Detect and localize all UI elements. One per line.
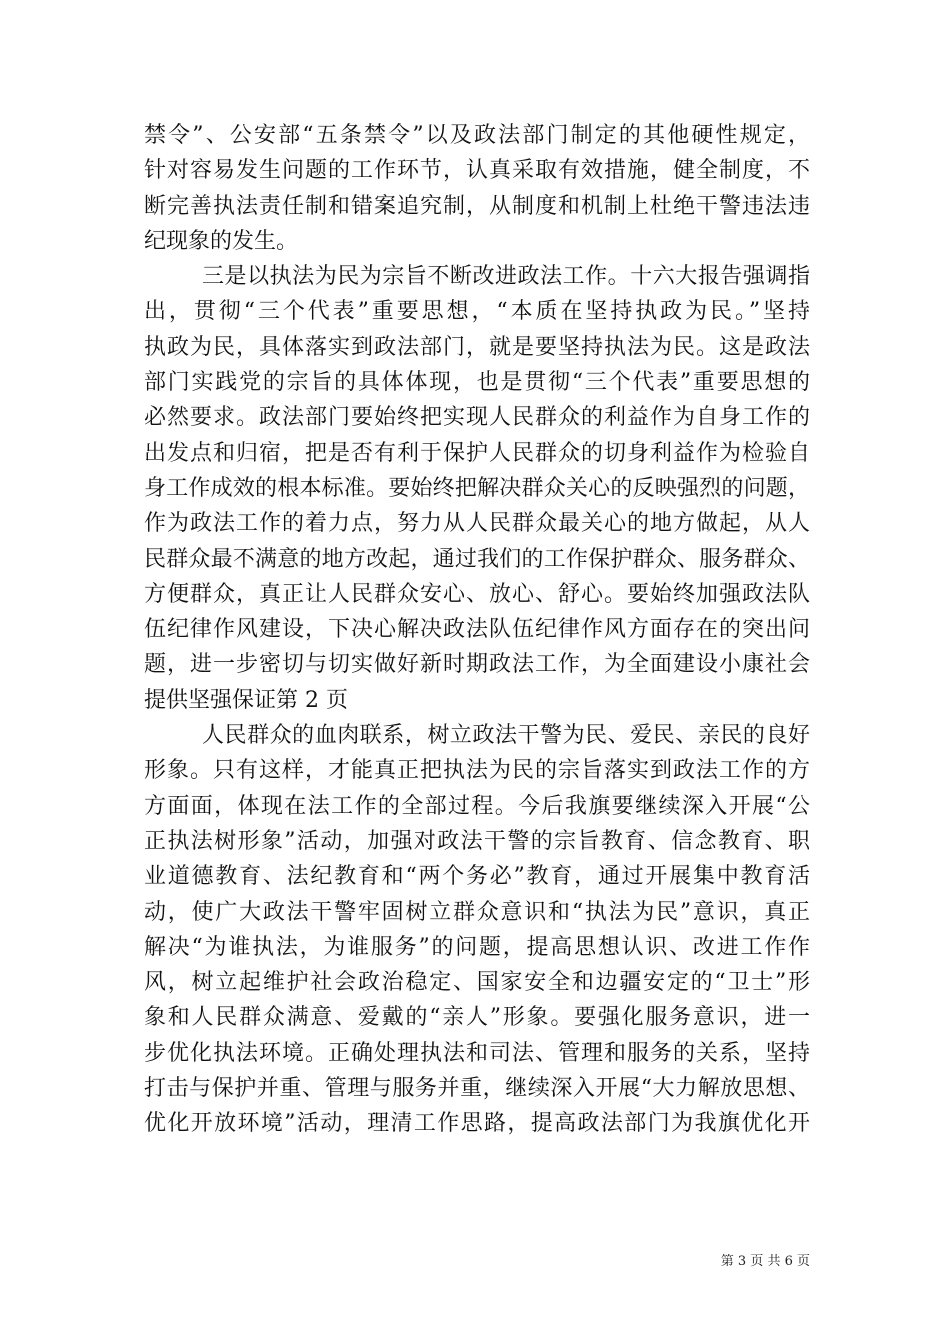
text-line: 正执法树形象”活动，加强对政法干警的宗旨教育、信念教育、职 bbox=[144, 828, 810, 854]
text-line: 方面面，体现在法工作的全部过程。今后我旗要继续深入开展“公 bbox=[144, 793, 810, 819]
text-line: 提供坚强保证第 2 页 bbox=[144, 687, 348, 713]
text-line: 业道德教育、法纪教育和“两个务必”教育，通过开展集中教育活 bbox=[144, 864, 810, 890]
text-line: 出，贯彻“三个代表”重要思想，“本质在坚持执政为民。”坚持 bbox=[144, 299, 810, 325]
text-line: 步优化执法环境。正确处理执法和司法、管理和服务的关系，坚持 bbox=[144, 1040, 810, 1066]
text-line: 打击与保护并重、管理与服务并重，继续深入开展“大力解放思想、 bbox=[144, 1076, 810, 1102]
text-line: 形象。只有这样，才能真正把执法为民的宗旨落实到政法工作的方 bbox=[144, 758, 810, 784]
text-line: 针对容易发生问题的工作环节，认真采取有效措施，健全制度，不 bbox=[144, 158, 810, 184]
text-line: 必然要求。政法部门要始终把实现人民群众的利益作为自身工作的 bbox=[144, 405, 810, 431]
text-line: 执政为民，具体落实到政法部门，就是要坚持执法为民。这是政法 bbox=[144, 334, 810, 360]
text-line: 纪现象的发生。 bbox=[144, 228, 299, 254]
text-line: 人民群众的血肉联系，树立政法干警为民、爱民、亲民的良好 bbox=[202, 723, 810, 749]
text-line: 禁令”、公安部“五条禁令”以及政法部门制定的其他硬性规定， bbox=[144, 123, 810, 148]
paragraph-1 bbox=[144, 118, 810, 259]
text-line: 方便群众，真正让人民群众安心、放心、舒心。要始终加强政法队 bbox=[144, 581, 810, 607]
text-line: 身工作成效的根本标准。要始终把解决群众关心的反映强烈的问题， bbox=[144, 475, 810, 501]
text-line: 部门实践党的宗旨的具体体现，也是贯彻“三个代表”重要思想的 bbox=[144, 370, 810, 396]
text-line: 题，进一步密切与切实做好新时期政法工作，为全面建设小康社会 bbox=[144, 652, 810, 678]
text-line: 三是以执法为民为宗旨不断改进政法工作。十六大报告强调指 bbox=[202, 264, 810, 290]
text-line: 民群众最不满意的地方改起，通过我们的工作保护群众、服务群众、 bbox=[144, 546, 810, 572]
paragraph-3 bbox=[144, 718, 810, 1142]
text-line: 解决“为谁执法，为谁服务”的问题，提高思想认识、改进工作作 bbox=[144, 934, 810, 960]
page-number-footer: 第 3 页 共 6 页 bbox=[720, 1254, 810, 1269]
text-line: 伍纪律作风建设，下决心解决政法队伍纪律作风方面存在的突出问 bbox=[144, 617, 810, 643]
text-line: 风，树立起维护社会政治稳定、国家安全和边疆安定的“卫士”形 bbox=[144, 970, 810, 996]
text-line: 断完善执法责任制和错案追究制，从制度和机制上杜绝干警违法违 bbox=[144, 193, 810, 219]
text-line: 出发点和归宿，把是否有利于保护人民群众的切身利益作为检验自 bbox=[144, 440, 810, 466]
text-line: 象和人民群众满意、爱戴的“亲人”形象。要强化服务意识，进一 bbox=[144, 1005, 810, 1031]
text-line: 优化开放环境”活动，理清工作思路，提高政法部门为我旗优化开 bbox=[144, 1111, 810, 1137]
text-line: 作为政法工作的着力点，努力从人民群众最关心的地方做起，从人 bbox=[144, 511, 810, 537]
text-line: 动，使广大政法干警牢固树立群众意识和“执法为民”意识，真正 bbox=[144, 899, 810, 925]
body-text bbox=[144, 118, 810, 1142]
paragraph-2 bbox=[144, 259, 810, 718]
